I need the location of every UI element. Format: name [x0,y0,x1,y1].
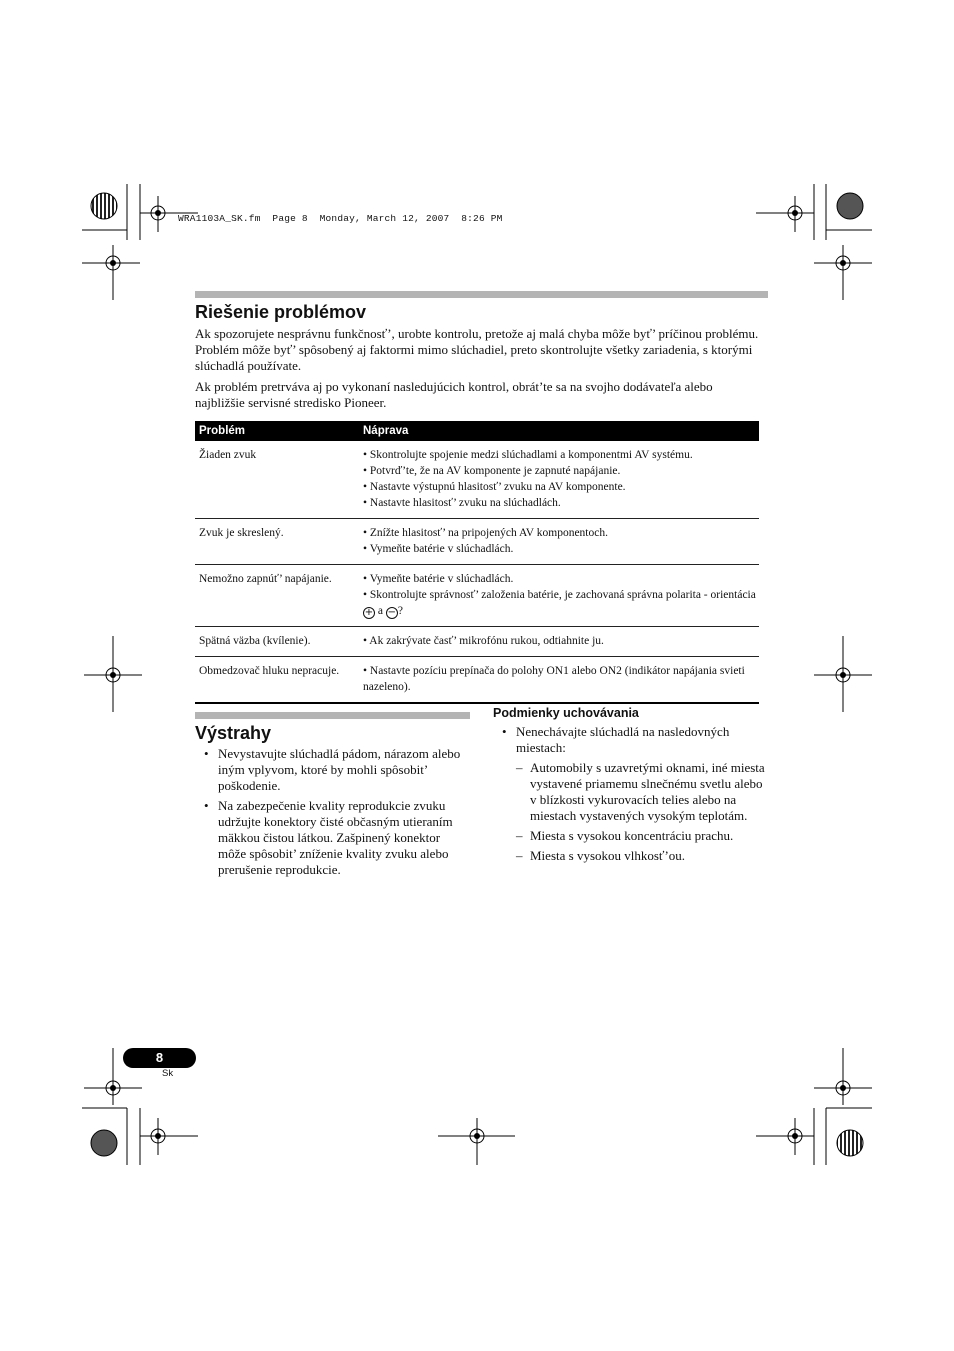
remedy-item: • Vymeňte batérie v slúchadlách. [363,543,514,555]
column-header-remedy: Náprava [359,421,759,441]
remedy-item: • Potvrď’te, že na AV komponente je zapnuté napájanie. [363,465,621,477]
polarity-join: a [377,605,383,617]
storage-list [494,724,770,760]
remedy-item: • Nastavte hlasitosť’ zvuku na slúchadlách. [363,497,561,509]
remedy-item: • Ak zakrývate časť’ mikrofónu rukou, odtiahnite ju. [363,635,604,647]
problem-cell: Žiaden zvuk [195,441,359,519]
table-row [195,657,759,704]
table-header-row [195,421,759,441]
troubleshooting-paragraph-1: Ak spozorujete nesprávnu funkčnosť’, urobte kontrolu, pretože aj malá chyba môže byť’ príčinou problému. Problém môže byť’ spôsobený aj faktormi mimo slúchadiel, preto skontrolujte všetky zariadenia, s ktorými slúchadlá používate. [195,326,759,373]
remedy-cell [359,519,759,565]
list-item: • Nevystavujte slúchadlá pádom, nárazom alebo iným vplyvom, ktoré by mohli spôsobit’ poškodenie. [204,746,461,793]
table-row [195,627,759,657]
storage-intro: Nenechávajte slúchadlá na nasledovných miestach: [516,724,730,755]
polarity-end: ? [397,605,403,617]
minus-polarity-icon: − [387,607,397,618]
remedy-item [363,587,759,619]
table-row [195,565,759,627]
storage-item: Miesta s vysokou vlhkosť’ou. [530,848,686,863]
section-rule [195,712,470,719]
problem-cell: Nemožno zapnúť’ napájanie. [195,565,359,627]
storage-item: Automobily s uzavretými oknami, iné miesta vystavené priamemu slnečnému svetlu alebo v blízkosti vykurovacích telies alebo na miestach vystavených vysokým teplotám. [530,760,765,823]
plus-polarity-icon: + [364,607,374,618]
remedy-item: • Vymeňte batérie v slúchadlách. [363,573,514,585]
table-row [195,441,759,519]
problem-cell: Zvuk je skreslený. [195,519,359,565]
remedy-item: • Znížte hlasitosť’ na pripojených AV komponentoch. [363,527,608,539]
warning-text: Nevystavujte slúchadlá pádom, nárazom alebo iným vplyvom, ktoré by mohli spôsobit’ poškodenie. [218,746,461,793]
remedy-item: • Skontrolujte spojenie medzi slúchadlami a komponentmi AV systému. [363,449,693,461]
remedy-text: • Skontrolujte správnosť’ založenia batérie, je zachovaná správna polarita - orientácia [363,589,756,601]
warnings-title: Výstrahy [195,723,272,743]
page-language: Sk [162,1068,174,1079]
remedy-cell [359,627,759,657]
list-item: – Miesta s vysokou koncentráciu prachu. [516,828,734,843]
list-item: – Miesta s vysokou vlhkosť’ou. [516,848,686,863]
print-file-info: WRA1103A_SK.fm Page 8 Monday, March 12, 2007 8:26 PM [178,213,503,224]
section-rule [195,291,768,298]
column-header-problem: Problém [195,421,359,441]
remedy-item: • Nastavte pozíciu prepínača do polohy ON1 alebo ON2 (indikátor napájania svieti nazeleno). [363,665,745,693]
troubleshooting-paragraph-2: Ak problém pretrváva aj po vykonaní nasledujúcich kontrol, obrát’te sa na svojho dodávateľa alebo najbližšie servisné stredisko Pioneer. [195,379,713,410]
remedy-cell [359,441,759,519]
warning-text: Na zabezpečenie kvality reprodukcie zvuku udržujte konektory čisté občasným utieraním mäkkou čistou látkou. Zašpinený konektor môže spôsobit’ zníženie kvality zvuku alebo prerušenie reprodukcie. [218,798,453,877]
remedy-cell [359,657,759,704]
warnings-list [196,746,471,882]
storage-sublist [494,760,770,868]
list-item: • Na zabezpečenie kvality reprodukcie zvuku udržujte konektory čisté občasným utieraním mäkkou čistou látkou. Zašpinený konektor môže spôsobit’ zníženie kvality zvuku alebo prerušenie reprodukcie. [204,798,453,877]
problem-cell: Obmedzovač hluku nepracuje. [195,657,359,704]
troubleshooting-table [195,421,759,704]
storage-item: Miesta s vysokou koncentráciu prachu. [530,828,734,843]
table-row [195,519,759,565]
list-item: – Automobily s uzavretými oknami, iné miesta vystavené priamemu slnečnému svetlu alebo v blízkosti vykurovacích telies alebo na miestach vystavených vysokým teplotám. [516,760,765,823]
remedy-cell [359,565,759,627]
problem-cell: Spätná väzba (kvílenie). [195,627,359,657]
remedy-item: • Nastavte výstupnú hlasitosť’ zvuku na AV komponente. [363,481,626,493]
troubleshooting-title: Riešenie problémov [195,302,367,322]
storage-title: Podmienky uchovávania [493,706,639,720]
page-number: 8 [123,1048,196,1068]
list-item: • Nenechávajte slúchadlá na nasledovných miestach: [502,724,730,755]
